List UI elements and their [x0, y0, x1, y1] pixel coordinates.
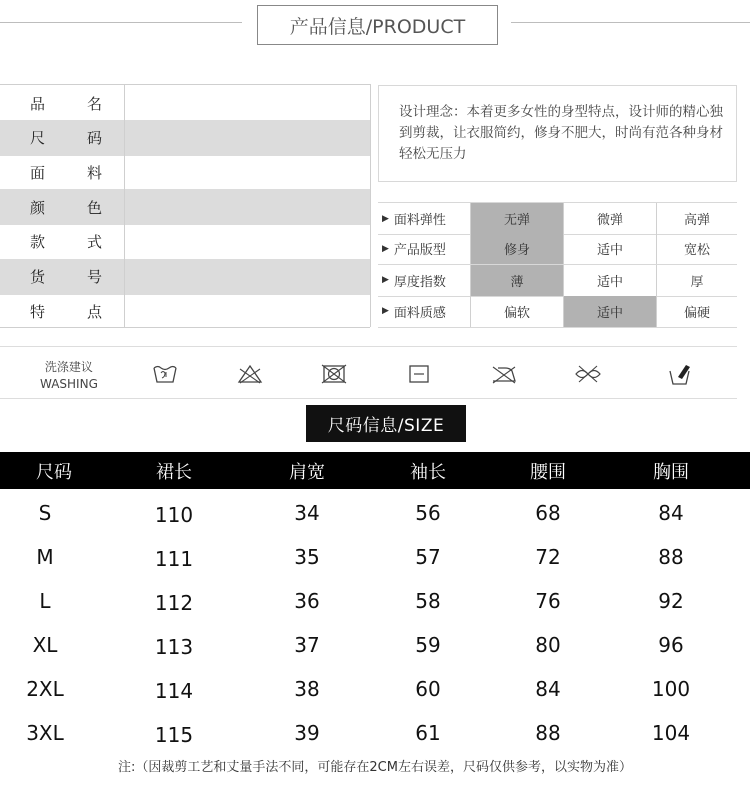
hand-wash-icon: [151, 363, 179, 385]
attribute-label: [378, 203, 471, 234]
info-row-value: [125, 85, 370, 121]
size-cell: 68: [535, 501, 561, 525]
size-cell: XL: [32, 633, 58, 657]
size-cell: 114: [154, 679, 194, 703]
info-row-value: [125, 293, 370, 329]
attribute-row: [378, 233, 737, 265]
size-cell: 84: [535, 677, 561, 701]
size-cell: 96: [658, 633, 684, 657]
info-label-char: 料: [86, 163, 102, 182]
washing-title-en: WASHING: [40, 377, 98, 391]
size-cell: 57: [415, 545, 441, 569]
design-concept-text: 设计理念：本着更多女性的身型特点，设计师的精心独到剪裁，让衣服简约，修身不肥大，时尚有范各种身材轻松无压力: [378, 85, 737, 182]
info-label-char: 货: [30, 268, 46, 286]
line-dry-icon: [405, 363, 433, 385]
table-border-top: [0, 84, 370, 85]
size-column-header: 袖长: [410, 461, 446, 483]
size-column-header: 裙长: [156, 461, 192, 483]
size-cell: 72: [535, 545, 561, 569]
size-cell: L: [39, 589, 51, 613]
attribute-option: 适中: [564, 265, 657, 296]
info-row: [0, 293, 370, 329]
size-cell: 76: [535, 589, 561, 613]
size-cell: M: [36, 545, 54, 569]
attribute-label-text: 面料质感: [393, 305, 446, 321]
size-cell: 60: [415, 677, 441, 701]
attribute-label: [378, 296, 471, 327]
triangle-bullet-icon: ▶: [382, 306, 389, 317]
page-title: 产品信息/PRODUCT: [257, 5, 498, 45]
table-border-bottom: [0, 327, 370, 328]
size-cell: 59: [415, 633, 441, 657]
info-label-char: 尺: [30, 129, 46, 148]
triangle-bullet-icon: ▶: [382, 243, 389, 254]
size-column-header: 肩宽: [289, 461, 325, 483]
washing-title: [40, 359, 98, 393]
attribute-option: 微弹: [564, 203, 657, 234]
attribute-option: 偏硬: [683, 305, 710, 321]
size-cell: 38: [294, 677, 320, 701]
size-column-header: 胸围: [653, 461, 689, 483]
size-cell: 104: [651, 721, 691, 745]
size-cell: 2XL: [26, 677, 64, 701]
info-row: [0, 85, 370, 121]
info-row: [0, 224, 370, 260]
info-row-value: [125, 189, 370, 225]
info-label-char: 款: [30, 233, 46, 252]
header-divider-right: [511, 22, 750, 23]
info-row: [0, 259, 370, 295]
info-row-label: [0, 224, 124, 260]
size-cell: 58: [415, 589, 441, 613]
info-row-value: [125, 259, 370, 295]
table-column-divider: [124, 84, 125, 327]
size-cell: 39: [294, 721, 320, 745]
attribute-option: 适中: [564, 233, 657, 264]
info-label-char: 面: [30, 163, 46, 182]
info-label-char: 色: [86, 198, 102, 217]
professional-clean-icon: [666, 363, 694, 385]
washing-title-cn: 洗涤建议: [44, 360, 93, 374]
info-row-label: [0, 154, 124, 190]
info-label-char: 颜: [30, 198, 46, 217]
do-not-bleach-icon: [236, 363, 264, 385]
attribute-option: 宽松: [683, 243, 710, 259]
size-cell: 88: [535, 721, 561, 745]
size-cell: 37: [294, 633, 320, 657]
do-not-dry-clean-icon: [574, 363, 602, 385]
table-border-right: [370, 84, 371, 327]
info-row-label: [0, 293, 124, 329]
attribute-label-text: 产品版型: [393, 243, 446, 259]
attribute-label-text: 厚度指数: [393, 274, 446, 290]
attribute-option: 无弹: [471, 203, 564, 234]
size-cell: 115: [154, 723, 194, 747]
size-cell: 36: [294, 589, 320, 613]
info-label-char: 名: [86, 94, 102, 113]
info-row: [0, 120, 370, 156]
size-cell: 84: [658, 501, 684, 525]
attribute-option: 偏软: [471, 296, 564, 327]
info-row-value: [125, 154, 370, 190]
size-cell: 111: [154, 547, 194, 571]
info-label-char: 号: [86, 268, 102, 286]
triangle-bullet-icon: ▶: [382, 213, 389, 224]
size-cell: 92: [658, 589, 684, 613]
size-cell: 88: [658, 545, 684, 569]
size-cell: S: [38, 501, 52, 525]
info-label-char: 码: [86, 129, 102, 148]
washing-section: [0, 346, 737, 399]
size-cell: 35: [294, 545, 320, 569]
size-column-header: 腰围: [530, 461, 566, 483]
info-label-char: 品: [30, 94, 46, 113]
info-row: [0, 189, 370, 225]
attribute-row: [378, 265, 737, 297]
attribute-row: [378, 296, 737, 328]
info-row-label: [0, 120, 124, 156]
measurement-note: 注:（因裁剪工艺和丈量手法不同，可能存在2CM左右误差，尺码仅供参考，以实物为准）: [118, 760, 632, 775]
info-row-label: [0, 259, 124, 295]
size-cell: 113: [154, 635, 194, 659]
info-row-value: [125, 224, 370, 260]
attribute-option: 高弹: [683, 213, 710, 228]
info-label-char: 点: [86, 302, 102, 321]
attribute-option: 厚: [690, 274, 704, 290]
attribute-row: [378, 202, 737, 235]
attribute-label-text: 面料弹性: [393, 213, 446, 228]
info-row-label: [0, 85, 124, 121]
do-not-iron-icon: [490, 363, 518, 385]
size-section-title: 尺码信息/SIZE: [306, 405, 466, 442]
info-label-char: 特: [30, 302, 46, 321]
size-cell: 112: [154, 591, 194, 615]
size-column-header: 尺码: [36, 461, 72, 483]
info-label-char: 式: [86, 233, 102, 252]
attribute-option: 适中: [564, 296, 657, 327]
info-row-label: [0, 189, 124, 225]
size-cell: 3XL: [26, 721, 64, 745]
attribute-label: [378, 233, 471, 264]
info-row: [0, 154, 370, 190]
attribute-option: 薄: [471, 265, 564, 296]
size-table-header: [0, 452, 750, 489]
size-cell: 34: [294, 501, 320, 525]
attribute-option: 修身: [471, 233, 564, 264]
info-row-value: [125, 120, 370, 156]
size-cell: 61: [415, 721, 441, 745]
size-cell: 56: [415, 501, 441, 525]
header-divider-left: [0, 22, 242, 23]
size-cell: 80: [535, 633, 561, 657]
attribute-label: [378, 265, 471, 296]
size-cell: 110: [154, 503, 194, 527]
triangle-bullet-icon: ▶: [382, 275, 389, 286]
size-cell: 100: [651, 677, 691, 701]
do-not-tumble-dry-icon: [320, 363, 348, 385]
